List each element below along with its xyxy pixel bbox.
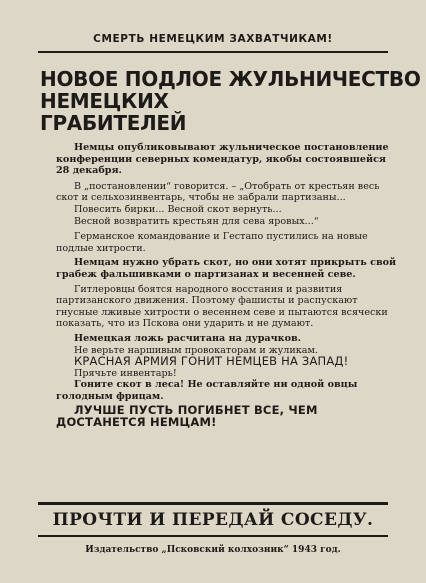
headline-line-3: ГРАБИТЕЛЕЙ xyxy=(40,111,187,135)
paragraph-9: Прячьте инвентарь! xyxy=(74,367,177,379)
bottom-rule-top xyxy=(38,502,388,505)
paragraph-5: Гитлеровцы боятся народного восстания и развития партизанского движения. Поэтому фашисты и распускают гнусные лживые хитрости о весеннем севе и пытаются всячески показать, что из Пскова они ударить и не думают. xyxy=(56,283,388,330)
paragraph-8: КРАСНАЯ АРМИЯ ГОНИТ НЕМЦЕВ НА ЗАПАД! xyxy=(74,354,349,369)
bottom-call: ПРОЧТИ И ПЕРЕДАЙ СОСЕДУ. xyxy=(52,510,374,530)
paragraph-4: Немцам нужно убрать скот, но они хотят прикрыть свой грабеж фальшивками о партизанах и весенней севе. xyxy=(56,257,397,280)
paragraph-11: ЛУЧШЕ ПУСТЬ ПОГИБНЕТ ВСЕ, ЧЕМ ДОСТАНЕТСЯ НЕМЦАМ! xyxy=(56,403,318,430)
paragraph-3: Германское командование и Гестапо пустились на новые подлые хитрости. xyxy=(56,231,368,254)
body-text xyxy=(56,142,402,429)
paragraph-1: Немцы опубликовывают жульническое постановление конференции северных комендатур, якобы состоявшейся 28 декабря. xyxy=(56,142,389,177)
paragraph-2: В „постановлении“ говорится. – „Отобрать от крестьян весь скот и сельхозинвентарь, чтобы не забрали партизаны... xyxy=(56,180,380,204)
paragraph-10: Гоните скот в леса! Не оставляйте ни одной овцы голодным фрицам. xyxy=(56,379,358,402)
top-rule xyxy=(38,51,388,53)
imprint: Издательство „Псковский колхозник“ 1943 год. xyxy=(85,545,341,555)
paragraph-2-line-2: Повесить бирки... Весной скот вернуть... xyxy=(74,203,282,215)
headline-line-1: НОВОЕ ПОДЛОЕ ЖУЛЬНИЧЕСТВО xyxy=(40,67,421,91)
paragraph-7: Не верьте наршивым провокаторам и жуликам. xyxy=(74,344,318,356)
headline xyxy=(40,67,421,135)
bottom-rule-bottom xyxy=(38,535,388,537)
paragraph-6: Немецкая ложь расчитана на дурачков. xyxy=(74,332,302,344)
top-slogan: СМЕРТЬ НЕМЕЦКИМ ЗАХВАТЧИКАМ! xyxy=(93,33,333,45)
headline-line-2: НЕМЕЦКИХ xyxy=(40,89,169,113)
paragraph-2-line-3: Весной возвратить крестьян для сева яровых...“ xyxy=(74,215,319,227)
